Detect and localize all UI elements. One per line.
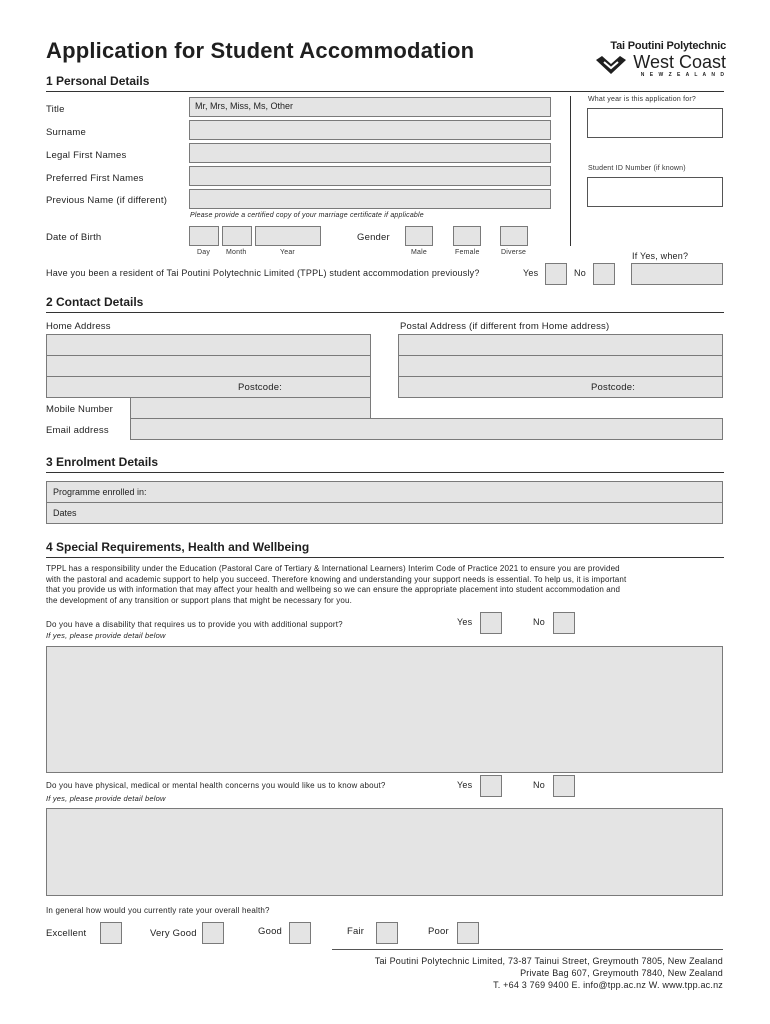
mobile-field[interactable] [130, 397, 371, 419]
section-2-heading: 2 Contact Details [46, 295, 144, 309]
divider [46, 472, 724, 473]
footer-contact: Tai Poutini Polytechnic Limited, 73-87 Tainui Street, Greymouth 7805, New Zealand Private Bag 607, Greymouth 7840, New Zealand T. +64 3 769 9400 E. info@tpp.ac.nz W. www.tpp.ac.nz [374, 956, 723, 990]
divider [332, 949, 723, 950]
divider [46, 557, 724, 558]
gender-label: Gender [357, 232, 390, 243]
poor-checkbox[interactable] [457, 922, 479, 944]
preferred-first-names-label: Preferred First Names [46, 173, 144, 184]
health-no-label: No [533, 780, 545, 790]
day-caption: Day [197, 249, 211, 256]
postal-address-line1[interactable] [398, 334, 723, 356]
home-postcode-label: Postcode: [238, 382, 283, 393]
surname-field[interactable] [189, 120, 551, 140]
male-caption: Male [411, 249, 427, 256]
month-caption: Month [226, 249, 247, 256]
title-field[interactable]: Mr, Mrs, Miss, Ms, Other [189, 97, 551, 117]
logo-line3: N E W Z E A L A N D [640, 72, 726, 78]
resident-no-label: No [574, 268, 586, 278]
surname-label: Surname [46, 127, 86, 138]
gender-female-checkbox[interactable] [453, 226, 481, 246]
resident-yes-label: Yes [523, 268, 539, 278]
dob-label: Date of Birth [46, 232, 102, 243]
section-3-heading: 3 Enrolment Details [46, 455, 159, 469]
home-address-line1[interactable] [46, 334, 371, 356]
resident-question: Have you been a resident of Tai Poutini Polytechnic Limited (TPPL) student accommodation previously? [46, 268, 480, 278]
disability-no-label: No [533, 617, 545, 627]
postal-address-label: Postal Address (if different from Home address) [400, 321, 610, 332]
divider [570, 96, 571, 246]
good-label: Good [258, 926, 283, 937]
student-id-label: Student ID Number (if known) [588, 165, 686, 172]
application-year-field[interactable] [587, 108, 723, 138]
disability-yes-label: Yes [457, 617, 473, 627]
year-caption: Year [280, 249, 295, 256]
title-label: Title [46, 104, 65, 115]
dates-field[interactable]: Dates [46, 502, 723, 524]
disability-detail-textarea[interactable] [46, 646, 723, 773]
excellent-label: Excellent [46, 928, 87, 939]
health-yes-label: Yes [457, 780, 473, 790]
previous-name-field[interactable] [189, 189, 551, 209]
page-title: Application for Student Accommodation [46, 38, 475, 63]
logo-line2: West Coast [633, 52, 726, 72]
health-detail-textarea[interactable] [46, 808, 723, 896]
logo-line1: Tai Poutini Polytechnic [610, 40, 726, 52]
preferred-first-names-field[interactable] [189, 166, 551, 186]
health-no-checkbox[interactable] [553, 775, 575, 797]
marriage-note: Please provide a certified copy of your marriage certificate if applicable [190, 212, 424, 219]
poor-label: Poor [428, 926, 449, 937]
home-address-label: Home Address [46, 321, 111, 332]
home-postcode-field[interactable] [46, 376, 371, 398]
good-checkbox[interactable] [289, 922, 311, 944]
gender-male-checkbox[interactable] [405, 226, 433, 246]
divider [46, 312, 724, 313]
legal-first-names-field[interactable] [189, 143, 551, 163]
resident-yes-checkbox[interactable] [545, 263, 567, 285]
resident-no-checkbox[interactable] [593, 263, 615, 285]
very-good-checkbox[interactable] [202, 922, 224, 944]
dob-day-field[interactable] [189, 226, 219, 246]
programme-field[interactable]: Programme enrolled in: [46, 481, 723, 503]
rate-health-question: In general how would you currently rate your overall health? [46, 906, 270, 915]
if-yes-when-label: If Yes, when? [632, 251, 689, 261]
logo [592, 40, 726, 82]
logo-heart-icon [594, 54, 628, 76]
divider [46, 91, 724, 92]
dob-year-field[interactable] [255, 226, 321, 246]
disability-question: Do you have a disability that requires us to provide you with additional support? [46, 620, 343, 629]
health-yes-checkbox[interactable] [480, 775, 502, 797]
section-1-heading: 1 Personal Details [46, 74, 150, 88]
postal-postcode-field[interactable] [398, 376, 723, 398]
fair-label: Fair [347, 926, 365, 937]
if-yes-when-field[interactable] [631, 263, 723, 285]
health-question: Do you have physical, medical or mental health concerns you would like us to know about? [46, 781, 386, 790]
application-year-label: What year is this application for? [588, 96, 696, 103]
postal-postcode-label: Postcode: [591, 382, 636, 393]
health-detail-note: If yes, please provide detail below [46, 794, 166, 803]
pastoral-care-paragraph: TPPL has a responsibility under the Education (Pastoral Care of Tertiary & International Learners) Interim Code of Practice 2021 to ensure you are provided with the pastoral and academic support to help you succeed. Therefore knowing and understanding your support needs is essential. To help us, it is important that you provide us with information that may affect your health and wellbeing so we can ensure the appropriate placement into student accommodation and the development of any transition or support plans that might be necessary for you. [46, 564, 627, 605]
legal-first-names-label: Legal First Names [46, 150, 127, 161]
diverse-caption: Diverse [501, 249, 527, 256]
mobile-label: Mobile Number [46, 404, 114, 415]
excellent-checkbox[interactable] [100, 922, 122, 944]
fair-checkbox[interactable] [376, 922, 398, 944]
gender-diverse-checkbox[interactable] [500, 226, 528, 246]
female-caption: Female [455, 249, 480, 256]
email-field[interactable] [130, 418, 723, 440]
disability-detail-note: If yes, please provide detail below [46, 631, 166, 640]
very-good-label: Very Good [150, 928, 197, 939]
previous-name-label: Previous Name (if different) [46, 195, 168, 206]
section-4-heading: 4 Special Requirements, Health and Wellbeing [46, 540, 310, 554]
disability-no-checkbox[interactable] [553, 612, 575, 634]
home-address-line2[interactable] [46, 355, 371, 377]
dob-month-field[interactable] [222, 226, 252, 246]
student-id-field[interactable] [587, 177, 723, 207]
postal-address-line2[interactable] [398, 355, 723, 377]
disability-yes-checkbox[interactable] [480, 612, 502, 634]
email-label: Email address [46, 425, 109, 436]
